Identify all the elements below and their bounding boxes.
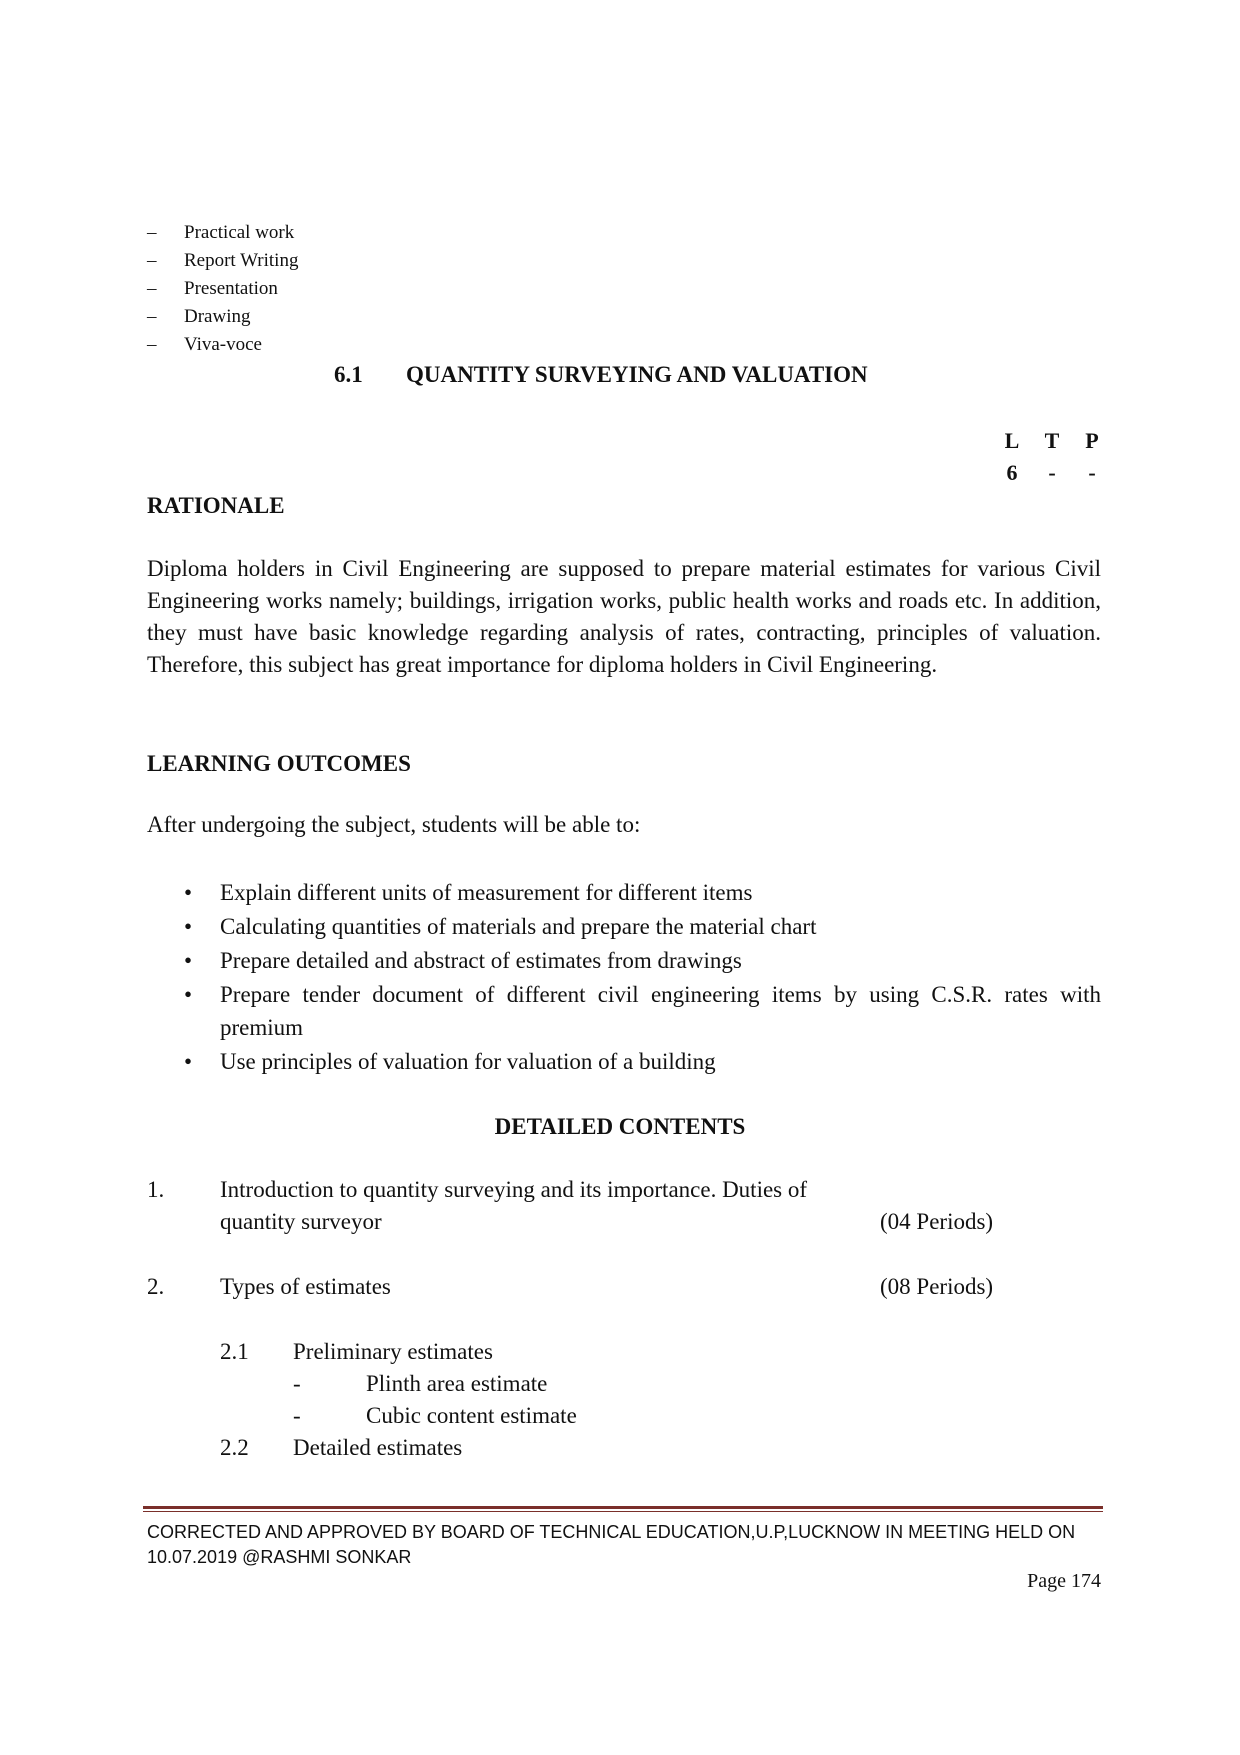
section-title-text: QUANTITY SURVEYING AND VALUATION xyxy=(406,362,868,387)
outcome-item xyxy=(184,944,1101,977)
rationale-paragraph: Diploma holders in Civil Engineering are supposed to prepare material estimates for various Civil Engineering works namely; buildings, irrigation works, public health works and roads etc. In addition, they must have basic knowledge regarding analysis of rates, contracting, principles of valuation. Therefore, this subject has great importance for diploma holders in Civil Engineering. xyxy=(147,556,1101,677)
bullet-marker: • xyxy=(184,914,193,939)
dash-marker: – xyxy=(147,306,157,327)
outcome-text: Explain different units of measurement for different items xyxy=(220,880,753,905)
list-item xyxy=(147,334,262,356)
footer-line-1: CORRECTED AND APPROVED BY BOARD OF TECHNICAL EDUCATION,U.P,LUCKNOW IN MEETING HELD ON xyxy=(147,1522,1076,1542)
ltp-header-t: T xyxy=(1044,428,1060,453)
subtopic-item: Cubic content estimate xyxy=(366,1403,577,1428)
ltp-header-l: L xyxy=(1004,428,1020,453)
bullet-marker: • xyxy=(184,948,193,973)
outcome-item xyxy=(184,910,1101,943)
outcome-text: Calculating quantities of materials and prepare the material chart xyxy=(220,914,817,939)
unit-number: 2. xyxy=(147,1274,165,1299)
dash-marker: – xyxy=(147,278,157,299)
subtopic-title: Preliminary estimates xyxy=(293,1339,493,1364)
dash-marker: – xyxy=(147,222,157,243)
dash-marker: – xyxy=(147,250,157,271)
ltp-value-l: 6 xyxy=(1006,460,1018,485)
subtopic-dash: - xyxy=(293,1371,301,1396)
list-item-text: Report Writing xyxy=(184,250,299,271)
dash-marker: – xyxy=(147,334,157,355)
footer-rule xyxy=(143,1506,1103,1509)
detailed-contents-heading: DETAILED CONTENTS xyxy=(494,1114,746,1139)
list-item xyxy=(147,222,294,244)
unit-title: Introduction to quantity surveying and its importance. Duties of xyxy=(220,1177,808,1202)
subtopic-number: 2.1 xyxy=(220,1339,249,1364)
unit-periods: (04 Periods) xyxy=(880,1209,994,1234)
section-number: 6.1 xyxy=(334,362,363,387)
list-item-text: Practical work xyxy=(184,222,295,243)
subtopic-title: Detailed estimates xyxy=(293,1435,463,1460)
unit-title-continued: quantity surveyor xyxy=(220,1209,382,1234)
page-number: Page 174 xyxy=(1027,1570,1101,1592)
outcome-text: Prepare tender document of different civil engineering items by using C.S.R. rates with premium xyxy=(220,982,1101,1040)
bullet-marker: • xyxy=(184,1049,193,1074)
list-item-text: Viva-voce xyxy=(184,334,262,355)
ltp-value-t: - xyxy=(1048,460,1056,485)
bullet-marker: • xyxy=(184,982,193,1007)
footer-line-2: 10.07.2019 @RASHMI SONKAR xyxy=(147,1547,412,1567)
unit-number: 1. xyxy=(147,1177,165,1202)
outcome-text: Use principles of valuation for valuation of a building xyxy=(220,1049,716,1074)
subtopic-dash: - xyxy=(293,1403,301,1428)
outcome-item xyxy=(184,1045,1101,1078)
subtopic-item: Plinth area estimate xyxy=(366,1371,548,1396)
learning-outcomes-heading: LEARNING OUTCOMES xyxy=(147,751,411,776)
list-item xyxy=(147,250,298,272)
unit-periods: (08 Periods) xyxy=(880,1274,994,1299)
footer-note xyxy=(147,1520,1075,1570)
learning-outcomes-intro: After undergoing the subject, students will be able to: xyxy=(147,812,641,837)
section-title xyxy=(334,362,868,388)
subtopic-number: 2.2 xyxy=(220,1435,249,1460)
list-item-text: Presentation xyxy=(184,278,278,299)
unit-title: Types of estimates xyxy=(220,1274,391,1299)
outcome-item xyxy=(184,876,1101,909)
ltp-header-p: P xyxy=(1085,428,1099,453)
outcome-item xyxy=(184,978,1101,1044)
ltp-value-p: - xyxy=(1088,460,1096,485)
footer-rule-thin xyxy=(143,1511,1103,1512)
list-item-text: Drawing xyxy=(184,306,251,327)
outcome-text: Prepare detailed and abstract of estimates from drawings xyxy=(220,948,742,973)
rationale-heading: RATIONALE xyxy=(147,493,285,518)
list-item xyxy=(147,278,278,300)
list-item xyxy=(147,306,250,328)
bullet-marker: • xyxy=(184,880,193,905)
